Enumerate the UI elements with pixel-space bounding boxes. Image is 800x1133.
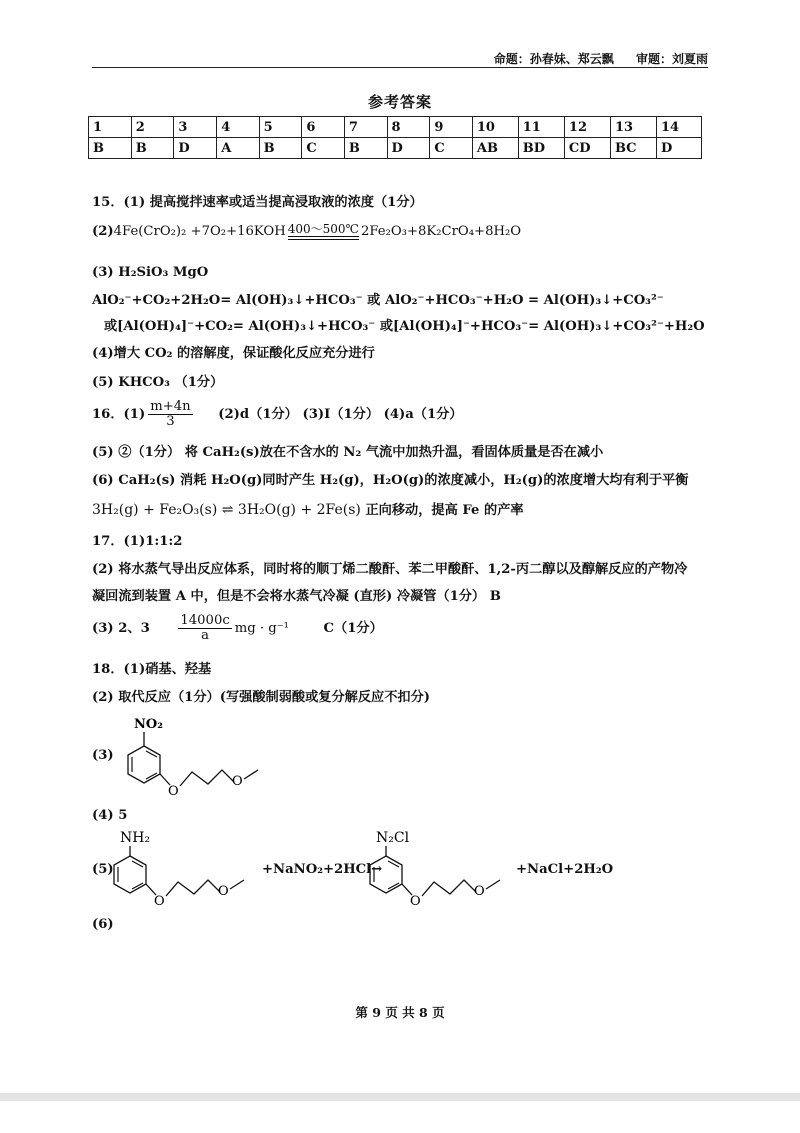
q18-3-label: (3) — [92, 748, 114, 763]
bottom-blank — [0, 1101, 800, 1133]
q18-5-byproducts: +NaCl+2H₂O — [516, 862, 614, 877]
question-number-cell: 5 — [259, 117, 302, 138]
q16-line-4 — [92, 499, 524, 518]
q15-line-5: 或[Al(OH)₄]⁻+CO₂= Al(OH)₃↓+HCO₃⁻ 或[Al(OH)₄]⁻+HCO₃⁻= Al(OH)₃↓+CO₃²⁻+H₂O — [104, 319, 705, 334]
q15-2-prefix: (2) — [92, 224, 114, 239]
q16-line-2: (5) ②（1分） 将 CaH₂(s)放在不含水的 N₂ 气流中加热升温，看固体质量是否在减小 — [92, 445, 604, 460]
answer-cell: D — [174, 138, 217, 159]
question-number-cell: 13 — [610, 117, 656, 138]
alkyl-chain — [180, 770, 234, 786]
q16-prefix: 16．(1) — [92, 407, 146, 422]
q17-fraction-num: 14000c — [180, 613, 230, 628]
answer-value-row — [89, 138, 702, 159]
double-line-icon — [288, 236, 359, 240]
q17-line-2: (2) 将水蒸气导出反应体系，同时将的顺丁烯二酸酐、苯二甲酸酐、1,2-丙二醇以及醇解反应的产物冷 — [92, 562, 688, 577]
answer-cell: D — [387, 138, 430, 159]
q18-5-amine-structure — [106, 822, 266, 912]
q16-line-1-rest: (2)d（1分） (3)I（1分） (4)a（1分） — [218, 407, 463, 422]
q16-equation-text: 正向移动，提高 Fe 的产率 — [360, 503, 524, 518]
q15-line-1: 15．(1) 提高搅拌速率或适当提高浸取液的浓度（1分） — [92, 195, 423, 210]
answer-number-row — [89, 117, 702, 138]
q16-fraction-num: m+4n — [150, 399, 191, 414]
q18-line-4: (4) 5 — [92, 808, 128, 823]
benzene-ring-icon — [128, 746, 160, 783]
q17-3-prefix: (3) 2、3 — [92, 621, 150, 636]
question-number-cell: 1 — [89, 117, 132, 138]
q15-line-3: (3) H₂SiO₃ MgO — [92, 265, 209, 280]
answer-cell: AB — [472, 138, 518, 159]
q17-line-1: 17．(1)1:1:2 — [92, 534, 183, 549]
q17-fraction-den: a — [201, 628, 209, 643]
q15-2-products: 2Fe₂O₃+8K₂CrO₄+8H₂O — [360, 224, 522, 239]
q16-fraction-den: 3 — [166, 414, 175, 429]
q18-5-diazonium-structure — [362, 822, 522, 912]
answer-cell: B — [259, 138, 302, 159]
answer-cell: CD — [564, 138, 610, 159]
oxygen-label: O — [168, 784, 179, 799]
page-footer: 第 9 页 共 8 页 — [355, 1005, 445, 1020]
methyl-bond — [486, 880, 500, 889]
answer-key-table — [88, 116, 702, 159]
q18-3-nitro-ether-structure — [110, 712, 310, 802]
answer-cell: B — [131, 138, 174, 159]
amine-group-label: NH₂ — [120, 830, 151, 846]
q16-fraction — [148, 400, 192, 429]
oxygen-label: O — [154, 894, 165, 909]
answer-cell: B — [344, 138, 387, 159]
question-number-cell: 2 — [131, 117, 174, 138]
answer-cell: D — [656, 138, 701, 159]
question-number-cell: 9 — [430, 117, 473, 138]
oxygen-label: O — [218, 884, 229, 899]
oxygen-label: O — [410, 894, 421, 909]
methyl-bond — [244, 770, 258, 779]
q15-line-6: (4)增大 CO₂ 的溶解度，保证酸化反应充分进行 — [92, 346, 375, 361]
methyl-bond — [230, 880, 244, 889]
question-number-cell: 3 — [174, 117, 217, 138]
question-number-cell: 14 — [656, 117, 701, 138]
q15-line-2 — [92, 223, 521, 240]
question-number-cell: 7 — [344, 117, 387, 138]
oxygen-label: O — [474, 884, 485, 899]
q16-equation: 3H₂(g) + Fe₂O₃(s) ⇌ 3H₂O(g) + 2Fe(s) — [92, 502, 361, 518]
page-title: 参考答案 — [367, 93, 432, 111]
benzene-ring-icon — [114, 856, 146, 893]
question-number-cell: 11 — [518, 117, 564, 138]
answer-cell: BD — [518, 138, 564, 159]
answer-cell: C — [302, 138, 345, 159]
alkyl-chain — [422, 880, 476, 896]
benzene-ring-icon — [370, 856, 402, 893]
q15-2-condition: 400～500℃ — [287, 222, 359, 236]
q16-line-1 — [92, 400, 463, 429]
question-number-cell: 4 — [217, 117, 259, 138]
question-number-cell: 12 — [564, 117, 610, 138]
answer-cell: B — [89, 138, 132, 159]
header-authors: 命题：孙春妹、郑云飘 — [493, 52, 614, 66]
diazonium-group-label: N₂Cl — [376, 830, 410, 846]
q16-line-3: (6) CaH₂(s) 消耗 H₂O(g)同时产生 H₂(g)，H₂O(g)的浓度减小，H₂(g)的浓度增大均有利于平衡 — [92, 473, 689, 488]
alkyl-chain — [166, 880, 220, 896]
q17-unit: mg · g⁻¹ — [234, 621, 289, 636]
oxygen-label: O — [232, 774, 243, 789]
q15-line-7: (5) KHCO₃ （1分） — [92, 375, 224, 390]
q15-2-reactants: 4Fe(CrO₂)₂ +7O₂+16KOH — [113, 224, 286, 239]
q17-3-rest: C（1分） — [323, 621, 383, 636]
q17-line-3: 凝回流到装置 A 中，但是不会将水蒸气冷凝 (直形) 冷凝管（1分） B — [92, 589, 501, 604]
answer-cell: C — [430, 138, 473, 159]
nitro-group-label: NO₂ — [134, 717, 163, 732]
page-header — [476, 50, 708, 67]
question-number-cell: 10 — [472, 117, 518, 138]
q18-5-reagents: +NaNO₂+2HCl→ — [262, 862, 383, 877]
question-number-cell: 6 — [302, 117, 345, 138]
q17-line-4 — [92, 614, 383, 643]
answer-cell: A — [217, 138, 259, 159]
header-divider — [92, 67, 708, 68]
q18-line-1: 18．(1)硝基、羟基 — [92, 662, 212, 677]
header-reviewer: 审题：刘夏雨 — [635, 52, 708, 66]
q17-fraction — [178, 614, 231, 643]
q15-line-4: AlO₂⁻+CO₂+2H₂O= Al(OH)₃↓+HCO₃⁻ 或 AlO₂⁻+HCO₃⁻+H₂O = Al(OH)₃↓+CO₃²⁻ — [92, 293, 664, 308]
q18-6-label: (6) — [92, 917, 114, 932]
question-number-cell: 8 — [387, 117, 430, 138]
q18-line-2: (2) 取代反应（1分）(写强酸制弱酸或复分解反应不扣分) — [92, 690, 431, 705]
q15-2-condition-arrow — [288, 223, 359, 240]
q18-5-label: (5) — [92, 862, 114, 877]
answer-cell: BC — [610, 138, 656, 159]
bottom-divider-band — [0, 1093, 800, 1101]
